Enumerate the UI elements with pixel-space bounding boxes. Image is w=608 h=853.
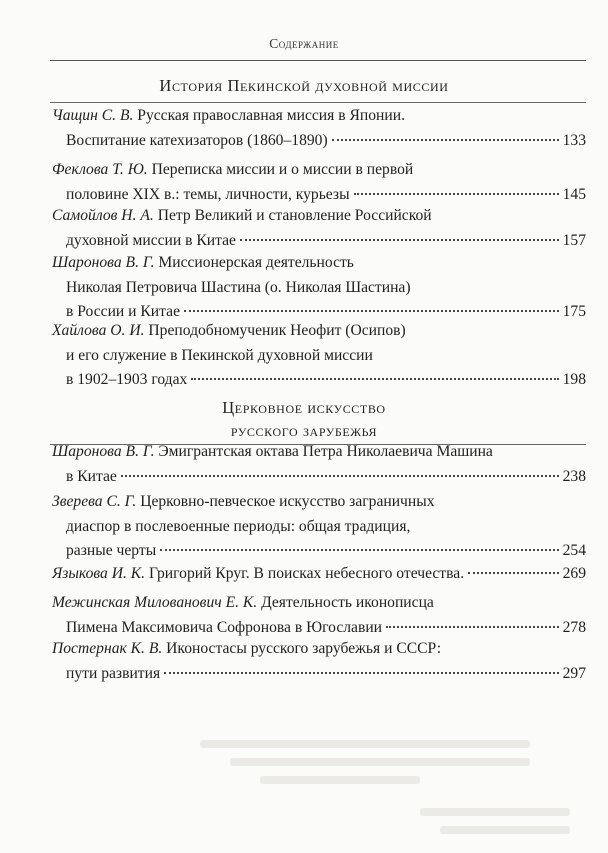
entry-title: диаспор в послевоенные периоды: общая традиция, <box>66 517 411 535</box>
toc-entry <box>52 591 586 640</box>
dot-leader <box>164 672 558 674</box>
entry-title: Николая Петровича Шастина (о. Николая Шастина) <box>66 278 411 296</box>
toc-entry <box>52 319 586 393</box>
dot-leader <box>354 193 559 195</box>
entry-author: Хайлова О. И. <box>52 322 145 339</box>
section-title: Церковное искусство русского зарубежья <box>222 398 386 440</box>
entry-title: Миссионерская деятельность <box>158 254 354 271</box>
page-number: 145 <box>562 185 586 203</box>
entry-author: Постернак К. В. <box>52 640 163 657</box>
dot-leader <box>332 139 559 141</box>
entry-title: Иконостасы русского зарубежья и СССР: <box>166 640 442 657</box>
page-number: 254 <box>562 542 586 559</box>
running-head: Содержание <box>269 36 339 51</box>
show-through-mark <box>420 808 570 816</box>
entry-title: в 1902–1903 годах <box>66 371 188 388</box>
page-number: 269 <box>562 565 586 582</box>
entry-title: Русская православная миссия в Японии. <box>137 107 405 124</box>
entry-title: Петр Великий и становление Российской <box>157 207 432 224</box>
entry-title: в Китае <box>66 467 117 485</box>
toc-entry <box>52 251 586 325</box>
page-number: 175 <box>562 303 586 320</box>
dot-leader <box>240 239 559 241</box>
entry-title: пути развития <box>66 664 161 682</box>
header-rule <box>50 60 586 61</box>
entry-title: Воспитание катехизаторов (1860–1890) <box>66 131 328 149</box>
dot-leader <box>184 310 559 312</box>
entry-author: Феклова Т. Ю. <box>52 161 148 178</box>
entry-title: Пимена Максимовича Софронова в Югославии <box>66 618 383 636</box>
entry-title: Эмигрантская октава Петра Николаевича Машина <box>158 443 493 460</box>
toc-entry <box>52 104 586 153</box>
page-number: 157 <box>562 231 586 249</box>
toc-entry <box>52 490 586 564</box>
dot-leader <box>191 378 558 380</box>
dot-leader <box>160 549 558 551</box>
toc-entry <box>52 637 586 686</box>
toc-entry <box>52 204 586 253</box>
section-title: История Пекинской духовной миссии <box>159 76 449 95</box>
entry-author: Самойлов Н. А. <box>52 207 154 224</box>
entry-title: Григорий Круг. В поисках небесного отечества. <box>148 565 465 582</box>
entry-title: Деятельность иконописца <box>261 594 434 611</box>
toc-entry <box>52 440 586 489</box>
entry-title: духовной миссии в Китае <box>66 231 236 249</box>
entry-title: Церковно-певческое искусство заграничных <box>140 493 435 510</box>
dot-leader <box>386 626 559 628</box>
entry-title: Переписка миссии и о миссии в первой <box>151 161 414 178</box>
section-rule <box>50 102 586 103</box>
show-through-mark <box>230 758 530 766</box>
entry-author: Межинская Милованович Е. К. <box>52 594 258 611</box>
entry-author: Чащин С. В. <box>52 107 134 124</box>
page-number: 198 <box>562 371 586 388</box>
entry-title: половине XIX в.: темы, личности, курьезы <box>66 185 350 203</box>
entry-title: и его служение в Пекинской духовной миссии <box>66 346 373 364</box>
page-number: 278 <box>562 618 586 636</box>
entry-title: Преподобномученик Неофит (Осипов) <box>148 322 406 339</box>
dot-leader <box>468 572 559 574</box>
toc-entry <box>52 562 586 587</box>
entry-title: в России и Китае <box>66 303 180 320</box>
entry-author: Зверева С. Г. <box>52 493 137 510</box>
dot-leader <box>121 475 559 477</box>
show-through-mark <box>260 776 420 784</box>
entry-author: Шаронова В. Г. <box>52 254 155 271</box>
entry-author: Языкова И. К. <box>52 565 146 582</box>
show-through-mark <box>440 826 570 834</box>
page-number: 297 <box>562 664 586 682</box>
show-through-mark <box>200 740 530 748</box>
page-number: 238 <box>562 467 586 485</box>
toc-entry <box>52 158 586 207</box>
entry-author: Шаронова В. Г. <box>52 443 155 460</box>
page-number: 133 <box>562 131 586 149</box>
entry-title: разные черты <box>66 542 157 559</box>
